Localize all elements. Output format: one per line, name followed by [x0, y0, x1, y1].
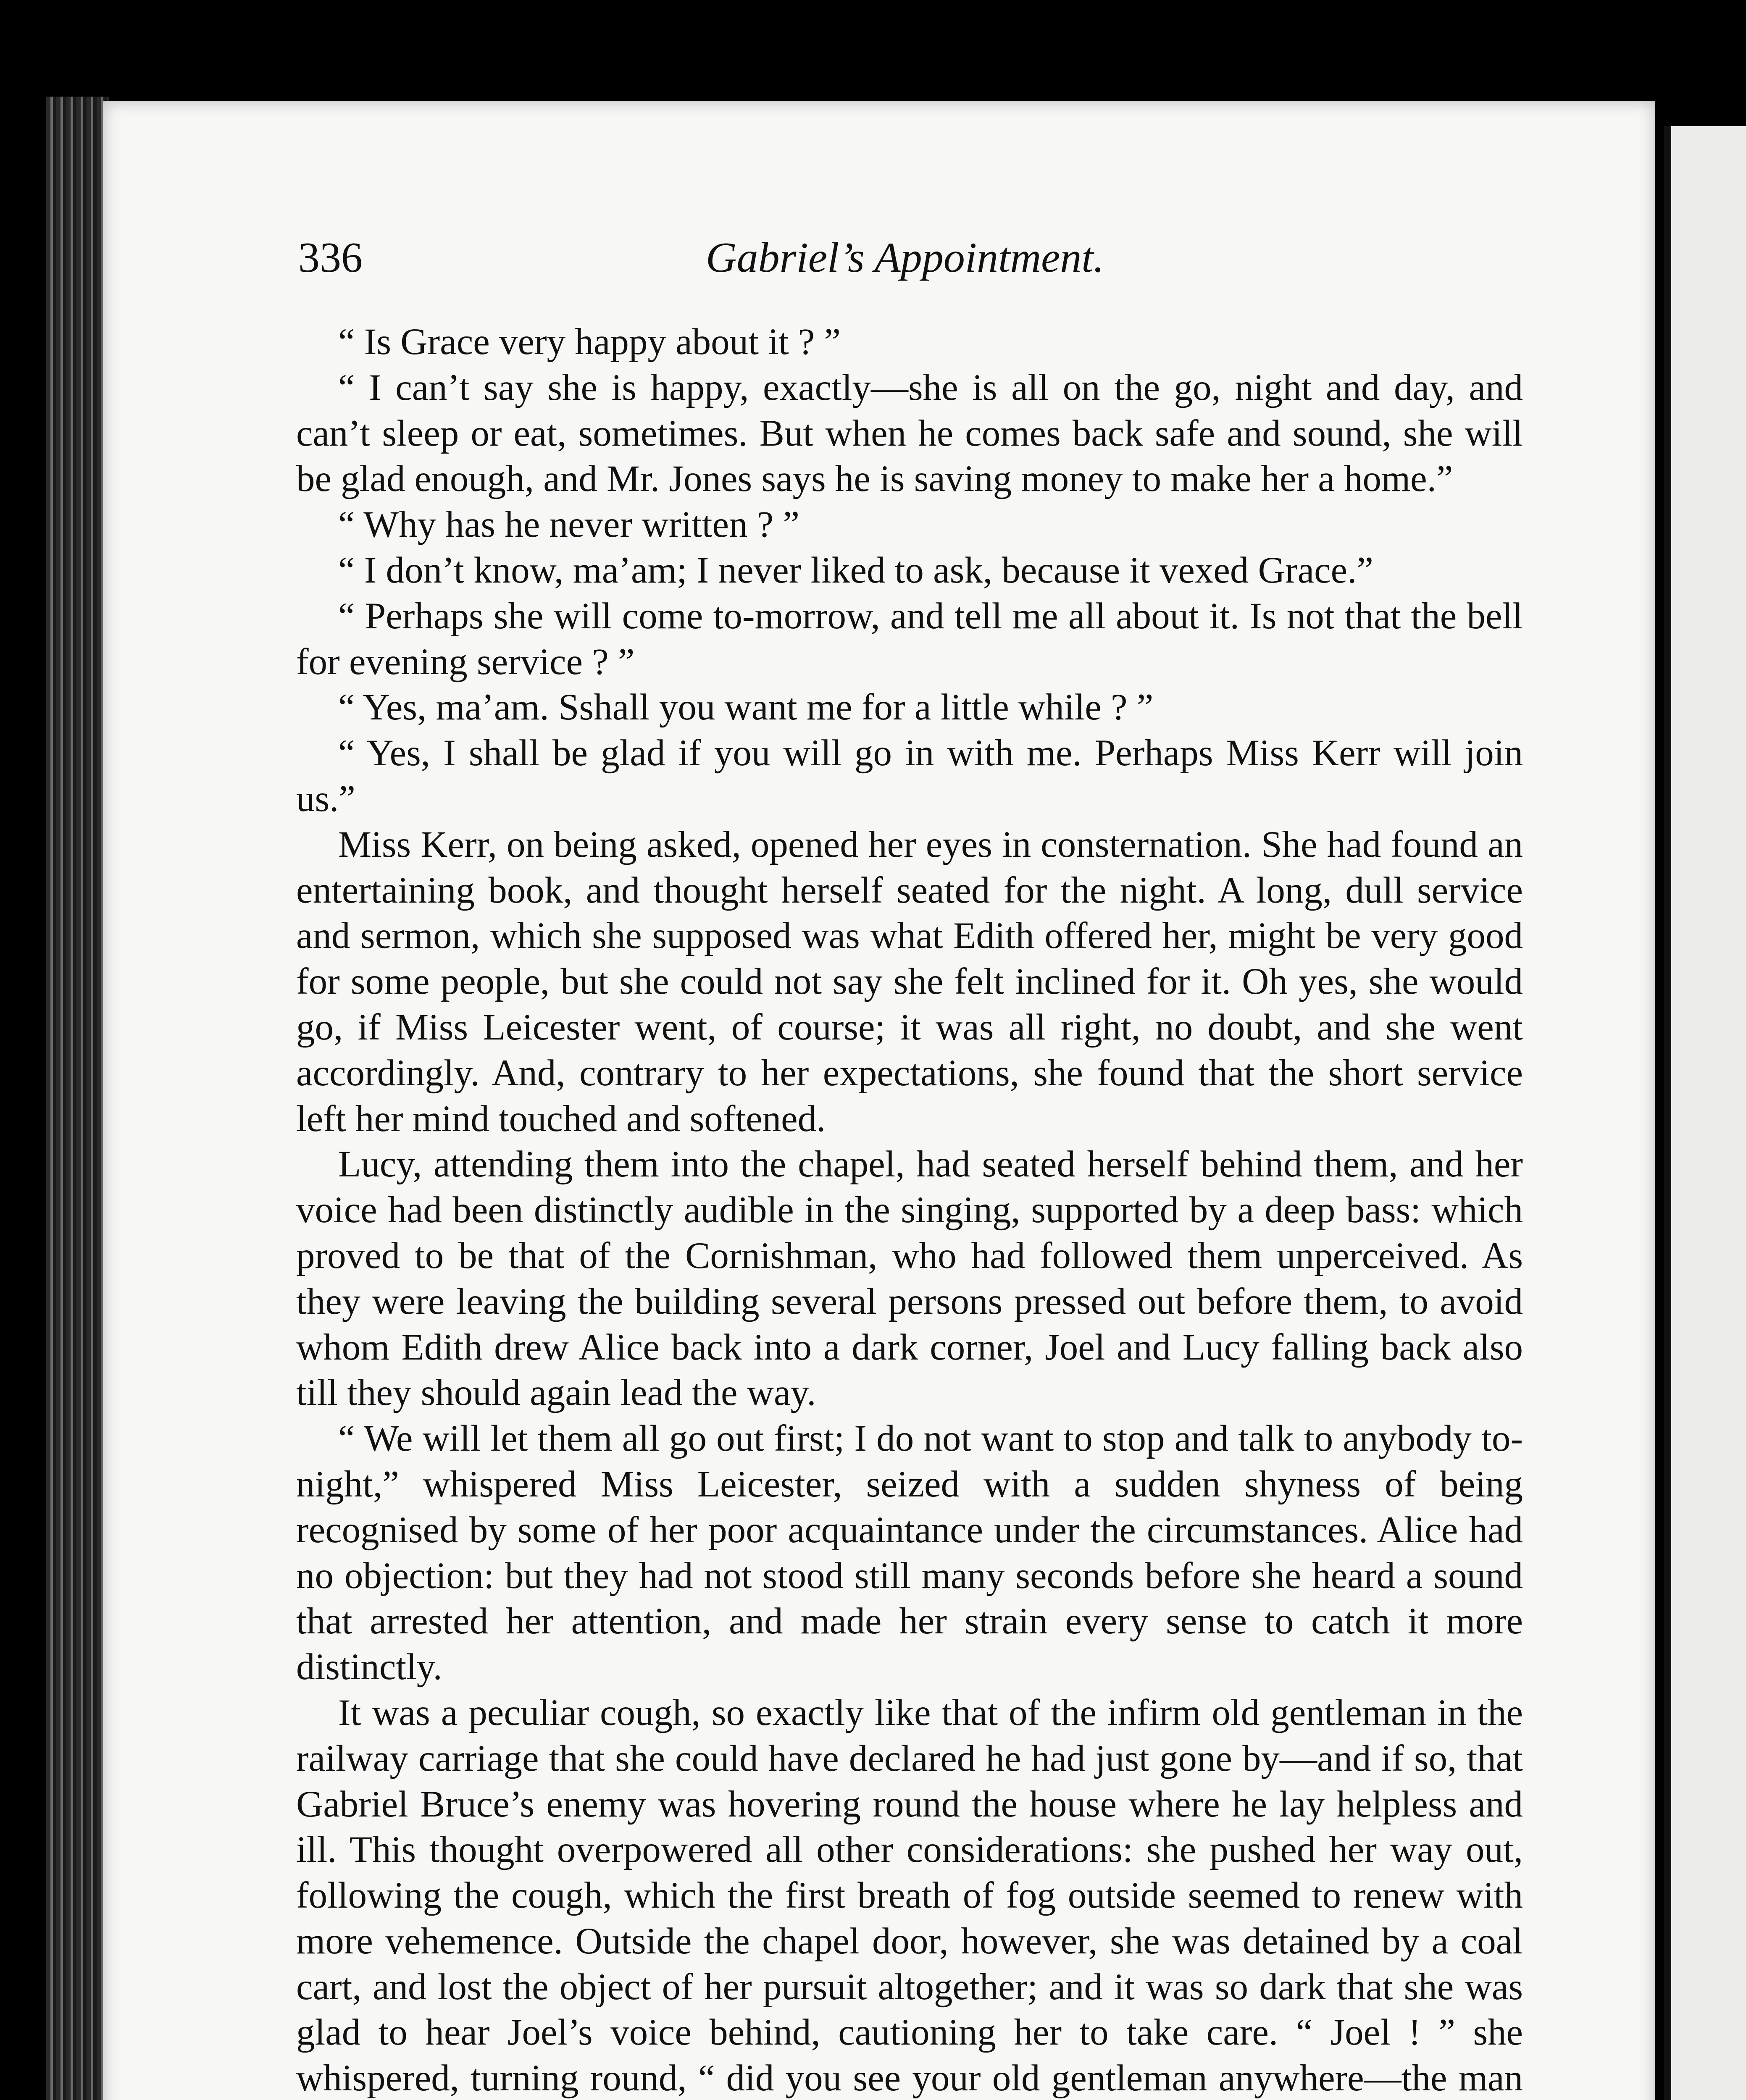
book-spine-edge	[46, 97, 109, 2100]
running-title: Gabriel’s Appointment.	[706, 234, 1104, 281]
page-number: 336	[298, 234, 363, 281]
paragraph: “ Why has he never written ? ”	[338, 504, 800, 546]
paragraph: “ We will let them all go out first; I do not want to stop and talk to anybody to-night,” whispered Miss Leicester, seized with a sudden shyness of being recognised by some of her poor acquaintance under the circumstances. Alice had no objection: but they had not stood still many seconds before she heard a sound that arrested her attention, and made her strain every sense to catch it more distinctly.	[296, 1418, 1523, 1688]
paragraph: Miss Kerr, on being asked, opened her eyes in consternation. She had found an entertaining book, and thought herself seated for the night. A long, dull service and sermon, which she supposed was what Edith offered her, might be very good for some people, but she could not say she felt inclined for it. Oh yes, she would go, if Miss Leicester went, of course; it was all right, no doubt, and she went accordingly. And, contrary to her expectations, she found that the short service left her mind touched and softened.	[296, 824, 1523, 1139]
paragraph: “ Yes, ma’am. Sshall you want me for a little while ? ”	[338, 687, 1154, 728]
paragraph: “ Is Grace very happy about it ? ”	[338, 321, 841, 362]
page-body	[296, 319, 1523, 2100]
page-header	[298, 233, 1517, 292]
facing-page-edge	[1664, 126, 1746, 2100]
paragraph: “ I can’t say she is happy, exactly—she is all on the go, night and day, and can’t sleep or eat, sometimes. But when he comes back safe and sound, she will be glad enough, and Mr. Jones says he is saving money to make her a home.”	[296, 367, 1523, 500]
paragraph: “ I don’t know, ma’am; I never liked to ask, because it vexed Grace.”	[338, 549, 1373, 591]
paragraph: “ Perhaps she will come to-morrow, and tell me all about it. Is not that the bell for evening service ? ”	[296, 595, 1523, 682]
paragraph: “ Yes, I shall be glad if you will go in with me. Perhaps Miss Kerr will join us.”	[296, 732, 1523, 819]
paragraph: Lucy, attending them into the chapel, had seated herself behind them, and her voice had been distinctly audible in the singing, supported by a deep bass: which proved to be that of the Cornishman, who had followed them unperceived. As they were leaving the building several persons pressed out before them, to avoid whom Edith drew Alice back into a dark corner, Joel and Lucy falling back also till they should again lead the way.	[296, 1144, 1523, 1414]
paragraph: It was a peculiar cough, so exactly like that of the infirm old gentleman in the railway carriage that she could have declared he had just gone by—and if so, that Gabriel Bruce’s enemy was hovering round the house where he lay helpless and ill. This thought overpowered all other considerations: she pushed her way out, following the cough, which the first breath of fog outside seemed to renew with more vehemence. Outside the chapel door, however, she was detained by a coal cart, and lost the object of her pursuit altogether; and it was so dark that she was glad to hear Joel’s voice behind, cautioning her to take care. “ Joel ! ” she whispered, turning round, “ did you see your old gentleman anywhere—the man	[296, 1692, 1523, 2099]
